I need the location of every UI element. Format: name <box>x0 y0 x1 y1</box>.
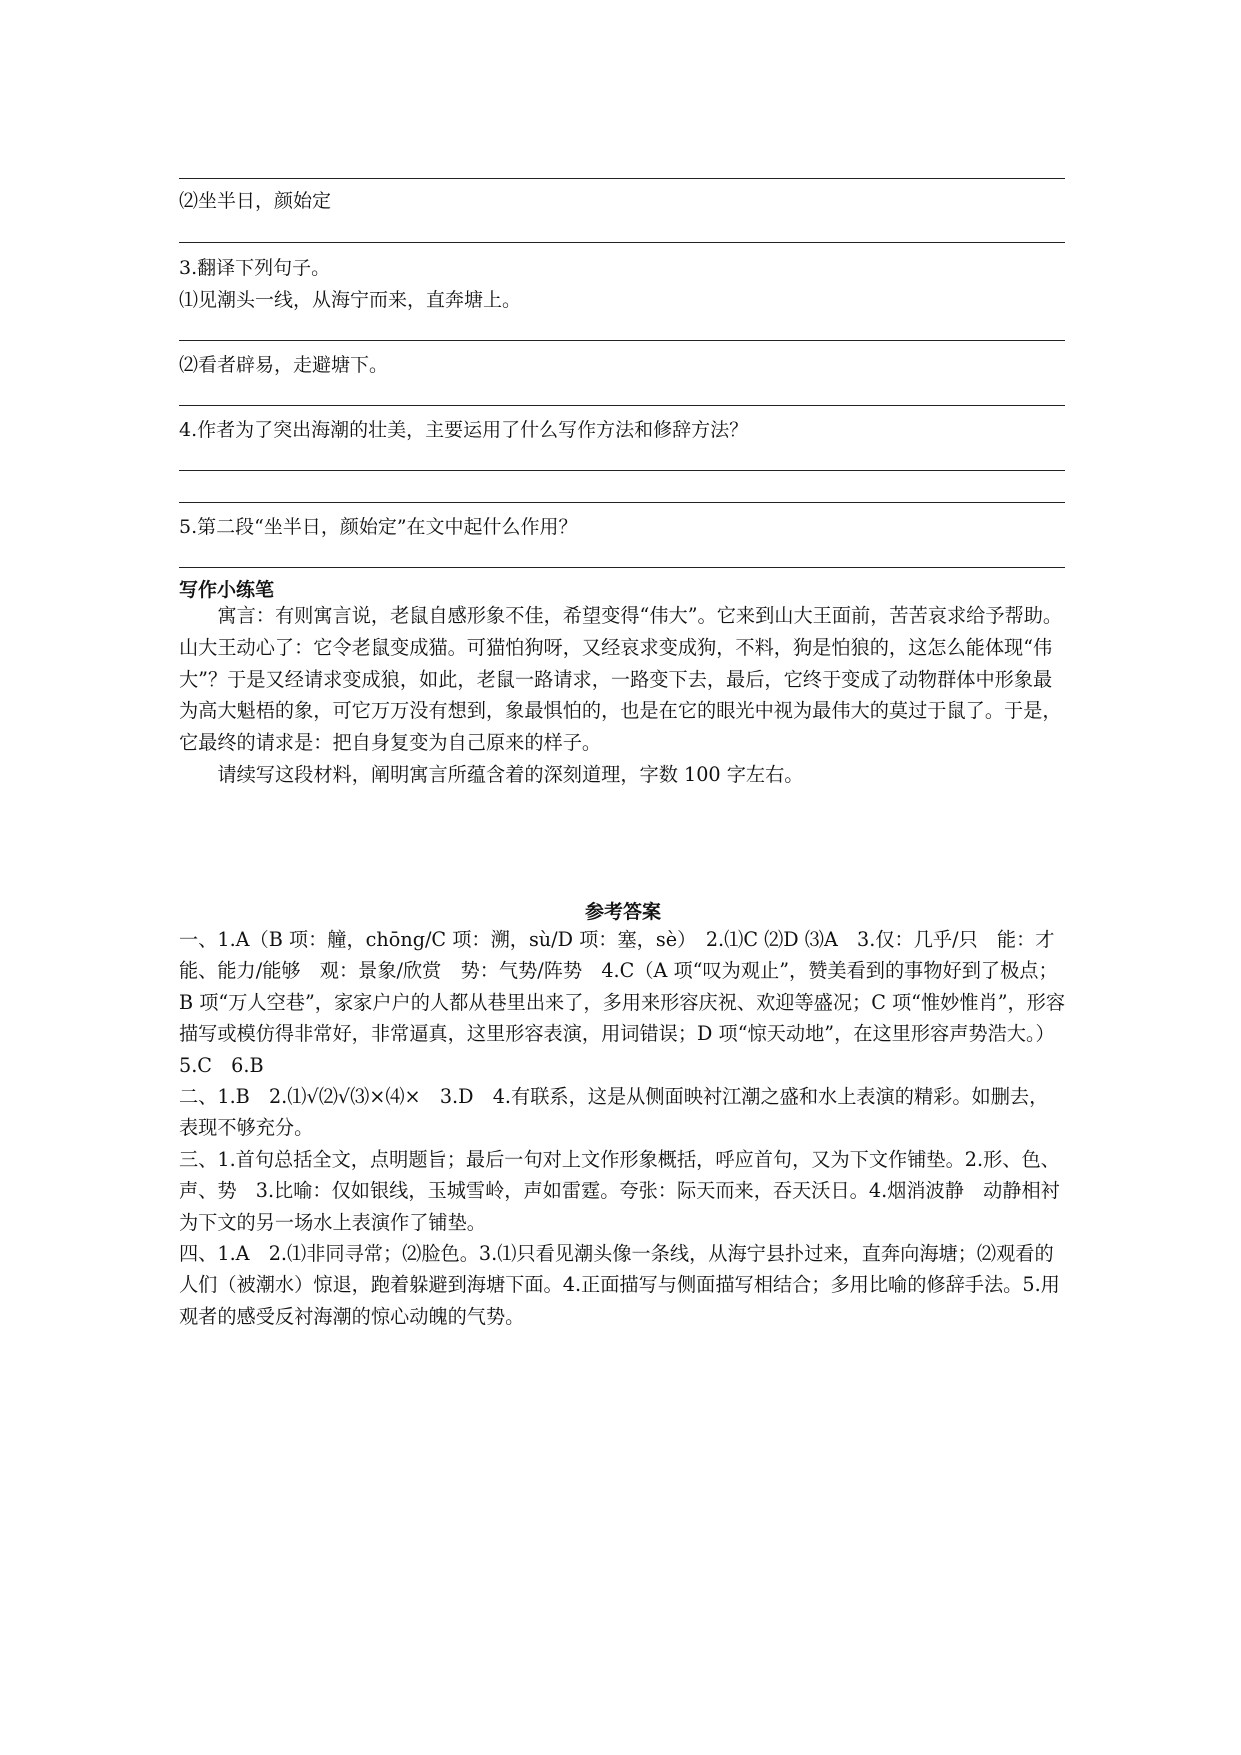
q5-question: 5.第二段“坐半日，颜始定”在文中起什么作用？ <box>179 516 578 538</box>
answer-section-2: 二、1.B 2.⑴√⑵√⑶×⑷× 3.D 4.有联系，这是从侧面映衬江潮之盛和水上表演的精彩。如删去，表现不够充分。 <box>179 1085 1049 1140</box>
answers-heading: 参考答案 <box>584 901 661 923</box>
writing-heading: 写作小练笔 <box>179 579 275 601</box>
answer-line <box>179 242 1065 243</box>
answer-line <box>179 470 1065 471</box>
answer-section-3: 三、1.首句总括全文，点明题旨；最后一句对上文作形象概括，呼应首句，又为下文作铺垫。2.形、色、声、势 3.比喻：仅如银线，玉城雪岭，声如雷霆。夸张：际天而来，吞天沃日。4.烟消波静 动静相衬 为下文的另一场水上表演作了铺垫。 <box>179 1147 1080 1234</box>
q3-item-2: ⑵看者辟易，走避塘下。 <box>179 354 389 376</box>
q4-question: 4.作者为了突出海潮的壮美，主要运用了什么写作方法和修辞方法？ <box>179 419 749 441</box>
writing-instruction: 请续写这段材料，阐明寓言所蕴含着的深刻道理，字数 100 字左右。 <box>217 762 804 786</box>
q3-title: 3.翻译下列句子。 <box>179 257 331 279</box>
answers-body <box>179 924 1080 1332</box>
answer-section-4: 四、1.A 2.⑴非同寻常；⑵脸色。3.⑴只看见潮头像一条线，从海宁县扑过来，直奔向海塘；⑵观看的人们（被潮水）惊退，跑着躲避到海塘下面。4.正面描写与侧面描写相结合；多用比喻的修辞手法。5.用观者的感受反衬海潮的惊心动魄的气势。 <box>179 1242 1060 1328</box>
answer-line <box>179 502 1065 503</box>
writing-prompt <box>179 600 1067 791</box>
answer-line <box>179 178 1065 179</box>
q2-item-2: ⑵坐半日，颜始定 <box>179 190 332 212</box>
answer-line <box>179 405 1065 406</box>
q3-item-1: ⑴见潮头一线，从海宁而来，直奔塘上。 <box>179 289 522 311</box>
answer-section-1: 一、1.A（B 项：艟，chōng/C 项：溯，sù/D 项：塞，sè） 2.⑴C ⑵D ⑶A 3.仅：几乎/只 能：才能、能力/能够 观：景象/欣赏 势：气势/阵势 4.C（A 项“叹为观止”，赞美看到的事物好到了极点；B 项“万人空巷”，家家户户的人都从巷里出来了，多用来形容庆祝、欢迎等盛况；C 项“惟妙惟肖”，形容描写或模仿得非常好，非常逼真，这里形容表演，用词错误；D 项“惊天动地”，在这里形容声势浩大。） 5.C 6.B <box>179 928 1066 1077</box>
fable-paragraph: 寓言：有则寓言说，老鼠自感形象不佳，希望变得“伟大”。它来到山大王面前，苦苦哀求给予帮助。山大王动心了：它令老鼠变成猫。可猫怕狗呀，又经哀求变成狗，不料，狗是怕狼的，这怎么能体现“伟大”？于是又经请求变成狼，如此，老鼠一路请求，一路变下去，最后，它终于变成了动物群体中形象最为高大魁梧的象，可它万万没有想到，象最惧怕的，也是在它的眼光中视为最伟大的莫过于鼠了。于是，它最终的请求是：把自身复变为自己原来的样子。 <box>179 604 1063 755</box>
answer-line <box>179 340 1065 341</box>
answer-line <box>179 567 1065 568</box>
